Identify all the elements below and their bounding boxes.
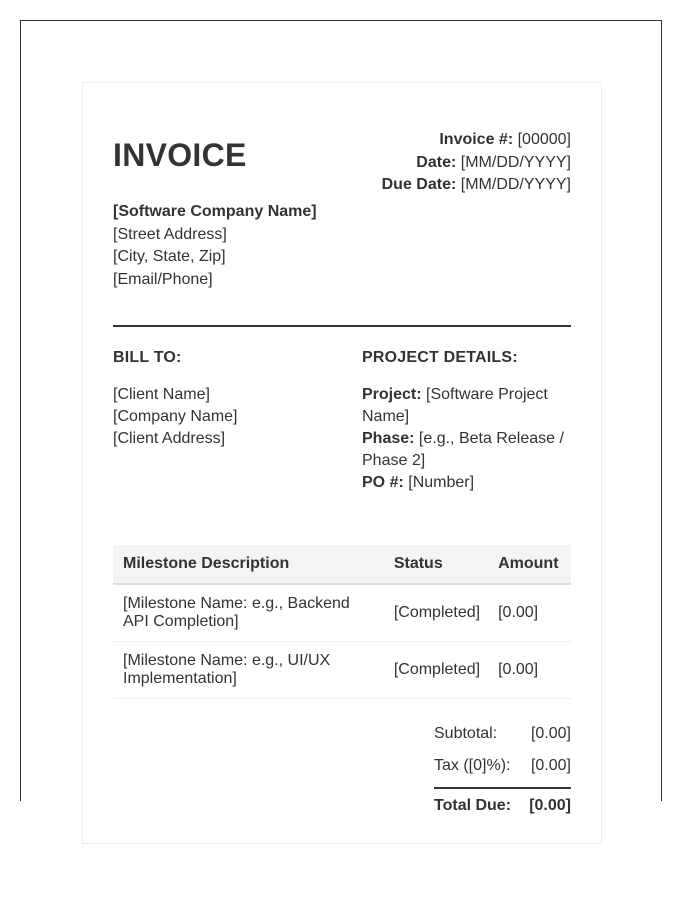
tax-value: [0.00]: [530, 757, 571, 774]
header-status: Status: [384, 545, 490, 584]
bill-to-section: [113, 349, 353, 450]
project-details-section: [362, 349, 571, 494]
invoice-date-line: [382, 152, 571, 175]
total-due-value: [0.00]: [529, 797, 571, 814]
header-description: Milestone Description: [113, 545, 384, 584]
invoice-due-date-label: Due Date:: [381, 176, 457, 193]
bill-to-heading: BILL TO:: [113, 349, 182, 366]
po-label: PO #:: [362, 474, 404, 491]
table-row: [113, 584, 571, 642]
phase-value: [e.g., Beta Release / Phase 2]: [362, 430, 564, 469]
subtotal-label: Subtotal:: [434, 725, 498, 742]
header-amount: Amount: [490, 545, 571, 584]
milestone-status: [Completed]: [384, 584, 490, 642]
phase-label: Phase:: [362, 430, 415, 447]
invoice-due-date-value: [MM/DD/YYYY]: [460, 176, 571, 193]
company-contact: [Email/Phone]: [113, 270, 213, 288]
client-company-name: [Company Name]: [113, 408, 238, 425]
company-name: [Software Company Name]: [113, 203, 317, 220]
table-header-row: [113, 545, 571, 584]
invoice-sheet: [82, 82, 602, 844]
company-block: [113, 201, 317, 291]
invoice-date-value: [MM/DD/YYYY]: [460, 153, 571, 171]
invoice-number-value: [00000]: [517, 131, 571, 148]
tax-row: [434, 755, 571, 787]
project-line: [362, 384, 571, 428]
project-details-heading: PROJECT DETAILS:: [362, 349, 518, 366]
tax-label: Tax ([0]%):: [434, 757, 511, 774]
po-line: [362, 472, 571, 494]
milestone-table: [113, 545, 571, 699]
invoice-due-date-line: [382, 174, 571, 197]
company-street: [Street Address]: [113, 225, 227, 243]
milestone-description: [Milestone Name: e.g., UI/UX Implementation]: [113, 642, 384, 699]
total-due-label: Total Due:: [434, 797, 512, 814]
invoice-meta: [382, 129, 571, 197]
company-city: [City, State, Zip]: [113, 248, 226, 265]
phase-line: [362, 428, 571, 472]
invoice-title: INVOICE: [113, 137, 247, 173]
client-name: [Client Name]: [113, 386, 210, 403]
client-address: [Client Address]: [113, 430, 226, 447]
totals-block: [434, 723, 571, 817]
project-value: [Software Project Name]: [362, 386, 548, 425]
subtotal-value: [0.00]: [530, 725, 571, 742]
milestone-amount: [0.00]: [490, 642, 571, 699]
project-label: Project:: [362, 386, 422, 403]
invoice-date-label: Date:: [416, 153, 457, 171]
header-divider: [113, 325, 571, 327]
total-due-row: [434, 787, 571, 817]
document-viewport[interactable]: [20, 20, 662, 814]
milestone-status: [Completed]: [384, 642, 490, 699]
invoice-number-label: Invoice #:: [439, 131, 514, 148]
invoice-number-line: [382, 129, 571, 152]
subtotal-row: [434, 723, 571, 755]
table-row: [113, 642, 571, 699]
po-value: [Number]: [408, 474, 475, 491]
milestone-description: [Milestone Name: e.g., Backend API Completion]: [113, 584, 384, 642]
milestone-amount: [0.00]: [490, 584, 571, 642]
